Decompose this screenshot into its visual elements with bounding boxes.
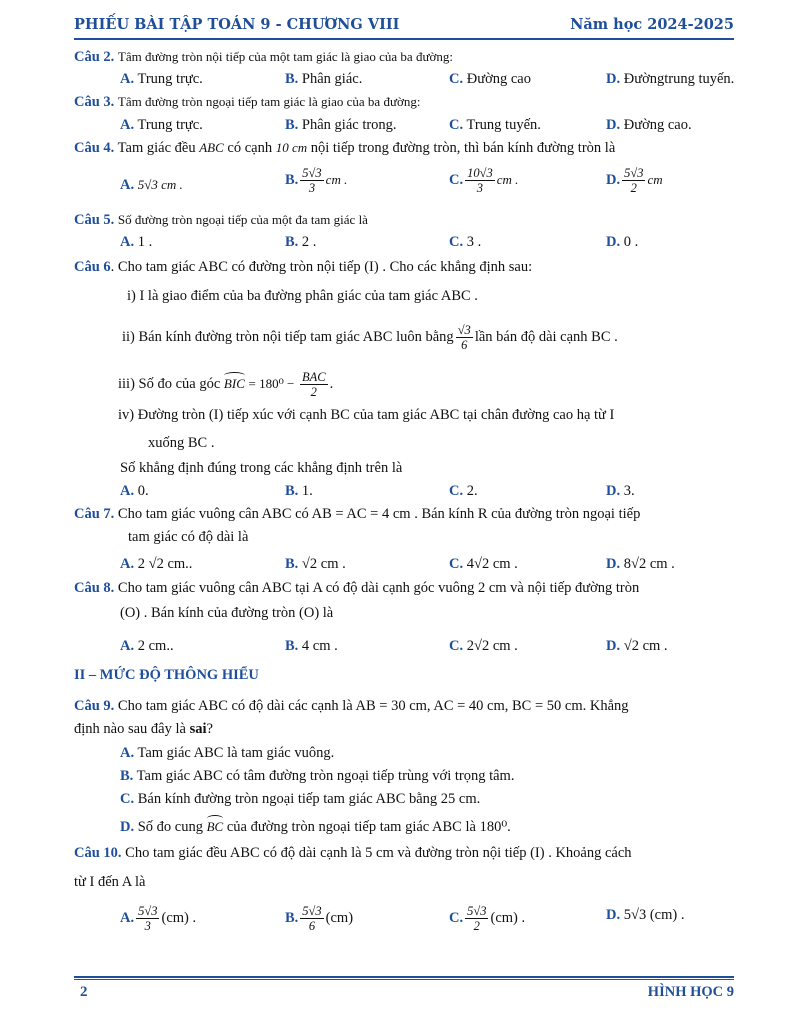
question-text-cont: từ I đến A là bbox=[74, 874, 146, 890]
question-text: Cho tam giác vuông cân ABC có AB = AC = 4 cm . Bán kính R của đường tròn ngoại tiếp bbox=[114, 506, 641, 522]
question-prompt: Số khẳng định đúng trong các khẳng định trên là bbox=[120, 460, 403, 476]
option-a[interactable]: A. $\frac{5√3}{3}$ (cm) . bbox=[120, 904, 197, 933]
option-a[interactable]: A. 1 . bbox=[120, 234, 153, 250]
option-b[interactable]: B. $\frac{5√3}{6}$ (cm) bbox=[285, 904, 354, 933]
footer-divider-thin bbox=[74, 979, 734, 980]
option-c[interactable]: C. $\frac{10√3}{3}$ cm . bbox=[449, 166, 519, 195]
statement-i: i) I là giao điểm của ba đường phân giác của tam giác ABC . bbox=[127, 288, 478, 304]
option-b[interactable]: B. 2 . bbox=[285, 234, 317, 250]
footer-subject: HÌNH HỌC 9 bbox=[647, 984, 734, 1000]
question-label: Câu 4. bbox=[74, 140, 115, 156]
option-a[interactable]: A. 0. bbox=[120, 483, 149, 499]
option-b[interactable]: B. Phân giác. bbox=[285, 71, 363, 87]
option-d[interactable]: D. 5√3 (cm) . bbox=[606, 907, 685, 923]
option-d[interactable]: D. 8√2 cm . bbox=[606, 556, 675, 572]
question-text-cont: định nào sau đây là sai? bbox=[74, 721, 213, 737]
question-label: Câu 6 bbox=[74, 259, 111, 275]
option-c[interactable]: C. $\frac{5√3}{2}$ (cm) . bbox=[449, 904, 526, 933]
option-b[interactable]: B. 4 cm . bbox=[285, 638, 338, 654]
header-divider bbox=[74, 38, 734, 40]
question-label: Câu 3. bbox=[74, 94, 115, 110]
question-text: Tâm đường tròn ngoại tiếp tam giác là giao của ba đường: bbox=[117, 94, 421, 109]
option-b[interactable]: B. Tam giác ABC có tâm đường tròn ngoại tiếp trùng với trọng tâm. bbox=[120, 768, 515, 784]
option-b[interactable]: B. $\frac{5√3}{3}$ cm . bbox=[285, 166, 348, 195]
question-5 bbox=[74, 211, 368, 229]
question-text: Cho tam giác đều ABC có độ dài cạnh là 5 cm và đường tròn nội tiếp (I) . Khoảng cách bbox=[121, 845, 632, 861]
option-b[interactable]: B. √2 cm . bbox=[285, 556, 346, 572]
question-text-cont: (O) . Bán kính của đường tròn (O) là bbox=[120, 605, 334, 621]
option-c[interactable]: C. 2. bbox=[449, 483, 478, 499]
statement-iv: iv) Đường tròn (I) tiếp xúc với cạnh BC của tam giác ABC tại chân đường cao hạ từ I bbox=[118, 407, 615, 423]
header-title: PHIẾU BÀI TẬP TOÁN 9 - CHƯƠNG VIII bbox=[74, 16, 400, 33]
option-c[interactable]: C. 4√2 cm . bbox=[449, 556, 518, 572]
question-label: Câu 10. bbox=[74, 845, 122, 861]
option-a[interactable]: A. 5√3 cm . bbox=[120, 177, 183, 193]
option-c[interactable]: C. Bán kính đường tròn ngoại tiếp tam giác ABC bằng 25 cm. bbox=[120, 791, 481, 807]
question-text: Cho tam giác vuông cân ABC tại A có độ dài cạnh góc vuông 2 cm và nội tiếp đường tròn bbox=[114, 580, 640, 596]
question-text: Số đường tròn ngoại tiếp của một đa tam giác là bbox=[117, 212, 368, 227]
question-text: . Cho tam giác ABC có đường tròn nội tiếp (I) . Cho các khẳng định sau: bbox=[110, 259, 533, 275]
option-c[interactable]: C. Trung tuyến. bbox=[449, 117, 541, 133]
question-6 bbox=[74, 258, 532, 276]
question-10 bbox=[74, 844, 632, 862]
question-text: Cho tam giác ABC có độ dài các cạnh là AB = 30 cm, AC = 40 cm, BC = 50 cm. Khẳng bbox=[114, 698, 629, 714]
statement-ii: ii) Bán kính đường tròn nội tiếp tam giác ABC luôn bằng $\frac{√3}{6}$ lần bán độ dài cạnh BC . bbox=[122, 323, 618, 352]
question-label: Câu 5. bbox=[74, 212, 115, 228]
option-a[interactable]: A. Trung trực. bbox=[120, 71, 203, 87]
question-label: Câu 8. bbox=[74, 580, 115, 596]
page-number: 2 bbox=[80, 984, 88, 1000]
option-d[interactable]: D. $\frac{5√3}{2}$ cm bbox=[606, 166, 663, 195]
option-b[interactable]: B. 1. bbox=[285, 483, 313, 499]
section-heading: II – MỨC ĐỘ THÔNG HIỂU bbox=[74, 667, 259, 683]
option-d[interactable]: D. Đường cao. bbox=[606, 117, 692, 133]
option-d[interactable]: D. 0 . bbox=[606, 234, 639, 250]
statement-iv-cont: xuống BC . bbox=[148, 435, 215, 451]
option-a[interactable]: A. Trung trực. bbox=[120, 117, 203, 133]
statement-iii: iii) Số đo của góc BIC = 180⁰ − $\frac{\text{BAC}}{2}$ . bbox=[118, 370, 334, 399]
option-c[interactable]: C. Đường cao bbox=[449, 71, 531, 87]
question-9 bbox=[74, 697, 629, 715]
question-label: Câu 7. bbox=[74, 506, 115, 522]
option-d[interactable]: D. Số đo cung BC của đường tròn ngoại tiếp tam giác ABC là 180⁰. bbox=[120, 819, 511, 835]
option-d[interactable]: D. √2 cm . bbox=[606, 638, 668, 654]
question-7 bbox=[74, 505, 640, 523]
option-c[interactable]: C. 2√2 cm . bbox=[449, 638, 518, 654]
question-text: Tâm đường tròn nội tiếp của một tam giác là giao của ba đường: bbox=[117, 49, 453, 64]
option-a[interactable]: A. 2 cm.. bbox=[120, 638, 174, 654]
option-c[interactable]: C. 3 . bbox=[449, 234, 482, 250]
question-4: Câu 4. Tam giác đều ABC có cạnh 10 cm nội tiếp trong đường tròn, thì bán kính đường tròn là bbox=[74, 140, 616, 156]
question-8 bbox=[74, 579, 639, 597]
option-a[interactable]: A. Tam giác ABC là tam giác vuông. bbox=[120, 745, 335, 761]
question-3 bbox=[74, 93, 420, 111]
header-year: Năm học 2024-2025 bbox=[570, 16, 734, 33]
option-b[interactable]: B. Phân giác trong. bbox=[285, 117, 397, 133]
question-label: Câu 2. bbox=[74, 49, 115, 65]
question-label: Câu 9. bbox=[74, 698, 115, 714]
option-a[interactable]: A. 2 √2 cm.. bbox=[120, 556, 193, 572]
option-d[interactable]: D. Đườngtrung tuyến. bbox=[606, 71, 735, 87]
question-2 bbox=[74, 48, 453, 66]
footer-divider bbox=[74, 976, 734, 978]
option-d[interactable]: D. 3. bbox=[606, 483, 635, 499]
question-text-cont: tam giác có độ dài là bbox=[128, 529, 249, 545]
page-header bbox=[74, 16, 734, 40]
